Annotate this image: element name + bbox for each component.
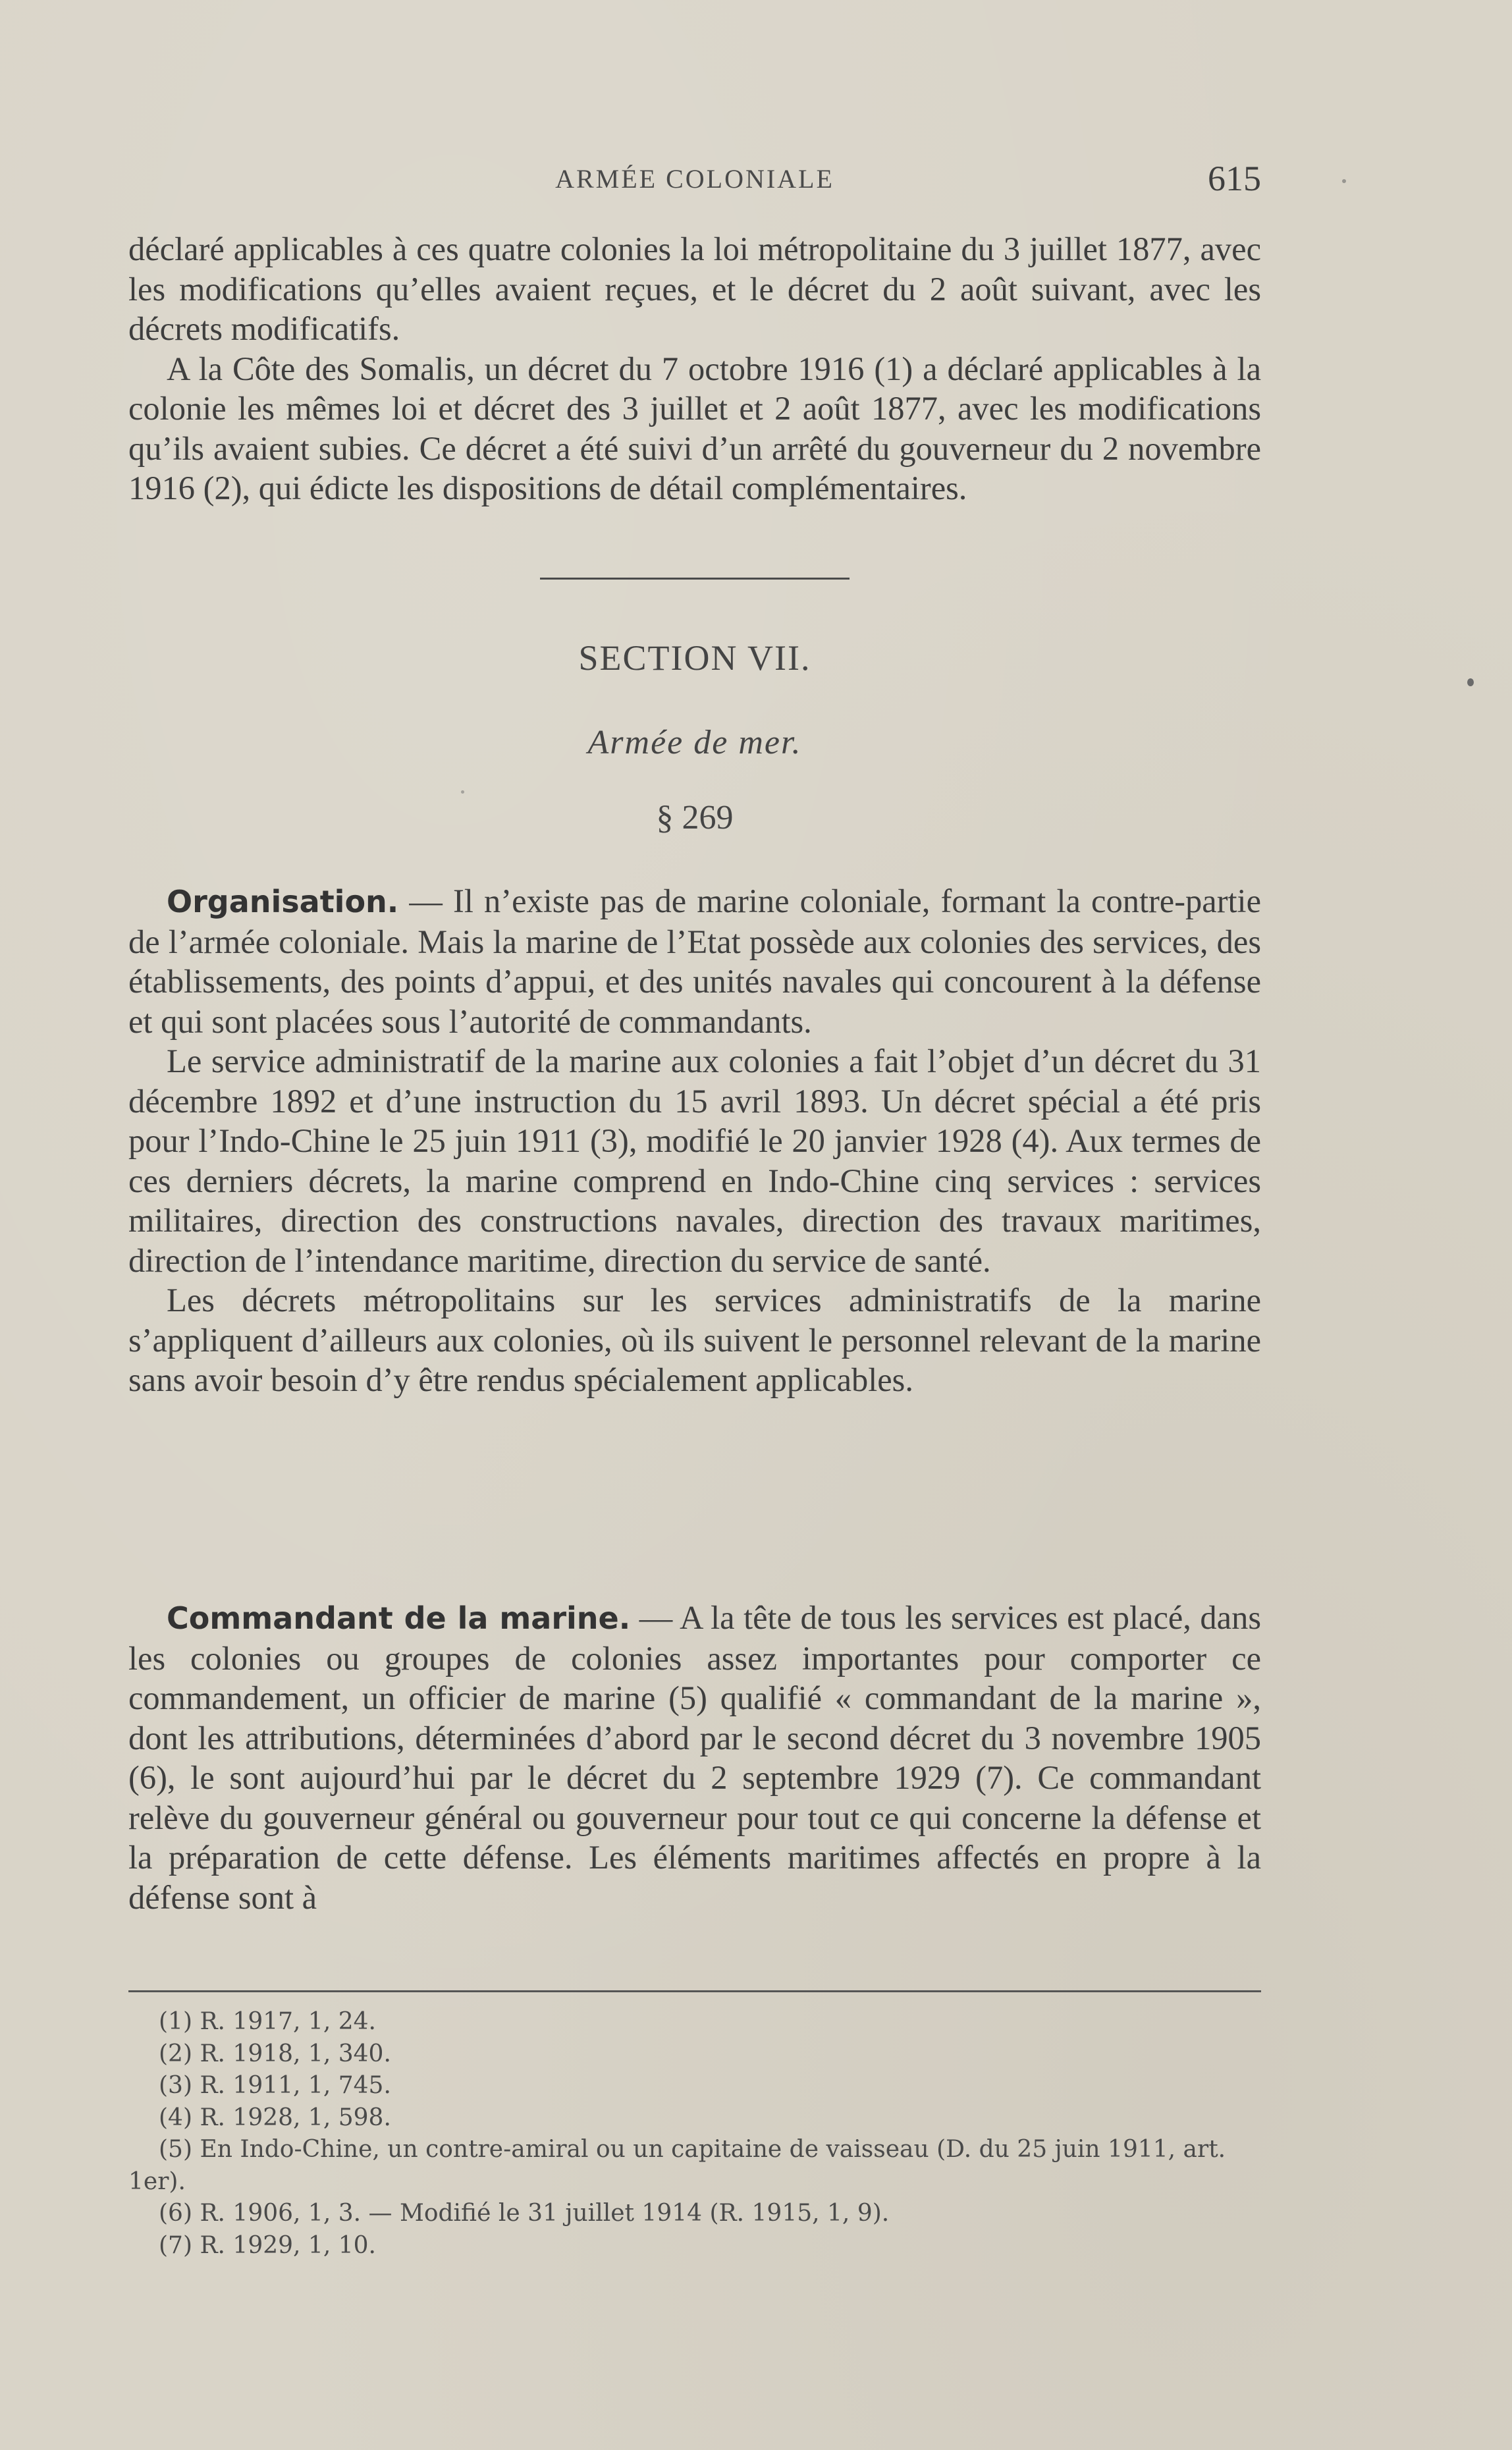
paragraph-number: § 269	[656, 799, 734, 836]
commandant-paragraph-body: — A la tête de tous les services est placé, dans les colonies ou groupes de colonies assez importantes pour comporter ce commandement, un officier de marine (5) qualifié « commandant de la marine », dont les attributions, déterminées d’abord par le second décret du 3 novembre 1905 (6), le sont aujourd’hui par le décret du 2 septembre 1929 (7). Ce commandant relève du gouverneur général ou gouverneur pour tout ce qui concerne la défense et la préparation de cette défense. Les éléments maritimes affectés en propre à la défense sont à	[128, 1599, 1262, 1916]
footnote: (7) R. 1929, 1, 10.	[159, 2231, 376, 2259]
footnote: (1) R. 1917, 1, 24.	[159, 2008, 376, 2035]
commandant-paragraph	[128, 1598, 1261, 1917]
running-head	[128, 158, 1261, 198]
footnote: (4) R. 1928, 1, 598.	[159, 2104, 391, 2131]
paper-speck	[1467, 678, 1474, 686]
organisation-paragraph-3: Les décrets métropolitains sur les services administratifs de la marine s’appliquent d’ailleurs aux colonies, où ils suivent le personnel relevant de la marine sans avoir besoin d’y être rendus spécialement applicables.	[128, 1282, 1261, 1398]
opening-paragraph-1: déclaré applicables à ces quatre colonies la loi métropolitaine du 3 juillet 1877, avec les modifications qu’elles avaient reçues, et le décret du 2 août suivant, avec les décrets modificatifs.	[128, 231, 1261, 347]
organisation-heading: Organisation.	[167, 884, 399, 919]
footnote: (5) En Indo-Chine, un contre-amiral ou un capitaine de vaisseau (D. du 25 juin 1911, art. 1er).	[128, 2136, 1226, 2195]
footnotes	[128, 2006, 1261, 2262]
organisation-paragraph-1-body: — Il n’existe pas de marine coloniale, formant la contre-partie de l’armée coloniale. Mais la marine de l’Etat possède aux colonies des services, des établissements, des points d’appui, et des unités navales qui concourent à la défense et qui sont placées sous l’autorité de commandants.	[128, 883, 1261, 1040]
footnote: (3) R. 1911, 1, 745.	[159, 2072, 391, 2099]
organisation-paragraph-2: Le service administratif de la marine aux colonies a fait l’objet d’un décret du 31 décembre 1892 et d’une instruction du 15 avril 1893. Un décret spécial a été pris pour l’Indo-Chine le 25 juin 1911 (3), modifié le 20 janvier 1928 (4). Aux termes de ces derniers décrets, la marine comprend en Indo-Chine cinq services : services militaires, direction des constructions navales, direction des travaux maritimes, direction de l’intendance maritime, direction du service de santé.	[128, 1043, 1261, 1279]
commandant-text	[128, 1598, 1261, 1917]
commandant-heading: Commandant de la marine.	[167, 1600, 631, 1636]
running-title: ARMÉE COLONIALE	[555, 164, 834, 194]
paper-speck	[1342, 179, 1346, 183]
organisation-paragraph-1	[128, 881, 1261, 1041]
footnote: (6) R. 1906, 1, 3. — Modifié le 31 juillet 1914 (R. 1915, 1, 9).	[159, 2200, 890, 2227]
section-title: SECTION VII.	[578, 638, 811, 678]
paper-speck	[461, 790, 464, 794]
opening-paragraph-2: A la Côte des Somalis, un décret du 7 octobre 1916 (1) a déclaré applicables à la colonie les mêmes loi et décret des 3 juillet et 2 août 1877, avec les modifications qu’ils avaient subies. Ce décret a été suivi d’un arrêté du gouverneur du 2 novembre 1916 (2), qui édicte les dispositions de détail complémentaires.	[128, 350, 1261, 506]
section-subtitle: Armée de mer.	[587, 724, 802, 761]
organisation-text	[128, 881, 1261, 1400]
footnote: (2) R. 1918, 1, 340.	[159, 2040, 391, 2067]
section-divider	[540, 578, 850, 580]
footnote-rule	[128, 1990, 1261, 1992]
page-number: 615	[1208, 159, 1261, 198]
opening-text	[128, 229, 1261, 508]
